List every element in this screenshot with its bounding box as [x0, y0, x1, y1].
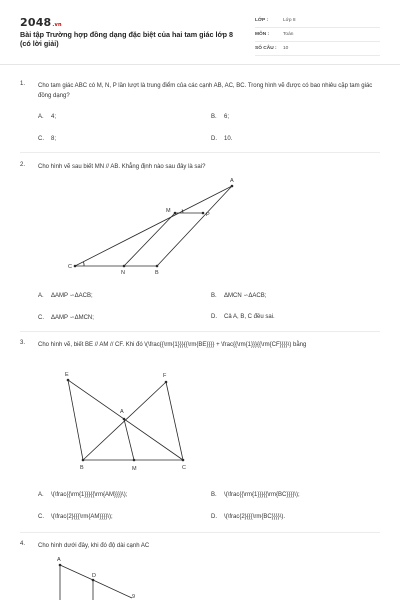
meta-key: MÔN :	[255, 32, 270, 37]
question-text: Cho tam giác ABC có M, N, P lần lượt là trung điểm của các cạnh AB, AC, BC. Trong hình vẽ được có bao nhiêu cặp tam giác đồng dạng?	[38, 83, 373, 99]
option-letter: A.	[38, 492, 44, 498]
option-letter: B.	[211, 492, 217, 498]
option-text: \(\frac{{\rm{1}}}{{\rm{AM}}}}\);	[51, 492, 128, 498]
option-text: \(\frac{2}{{{\rm{BC}}}}\).	[224, 514, 286, 520]
segment-d-right	[93, 580, 132, 598]
segment-ad	[60, 565, 93, 580]
logo-suffix: .vn	[52, 22, 62, 28]
label-c: C	[182, 465, 186, 471]
meta-value: 10	[283, 46, 289, 51]
question-number: 4.	[20, 541, 26, 547]
meta-key: LỚP :	[255, 18, 269, 23]
option-text: Cả A, B, C đều sai.	[224, 314, 275, 320]
question-text: Cho hình vẽ sau biết MN // AB. Khẳng định nào sau đây là sai?	[38, 164, 206, 170]
option-letter: C.	[38, 315, 44, 321]
label-f: F	[163, 373, 167, 379]
label-p: P	[206, 212, 210, 218]
option-text: 8;	[51, 136, 57, 142]
option-letter: D.	[211, 314, 217, 320]
meta-value: Lớp 8	[283, 18, 296, 23]
option-text: ΔAMP ∽ΔMCN;	[51, 315, 94, 321]
label-b: B	[80, 465, 84, 471]
question-number: 2.	[20, 162, 26, 168]
label-m: M	[166, 208, 171, 214]
site-logo[interactable]: 2048.vn	[20, 16, 62, 29]
label-e: E	[65, 372, 69, 378]
label-c: C	[68, 264, 72, 270]
option-text: \(\frac{{\rm{1}}}{{\rm{BC}}}}\);	[224, 492, 300, 498]
question-text: Cho hình vẽ, biết BE // AM // CF. Khi đó \(\frac{{\rm{1}}}{{\rm{BE}}}} + \frac{{\rm{1}}}{{\rm{CF}}}}\) bằng	[38, 342, 307, 348]
question-text: Cho hình dưới đây, khi đó độ dài cạnh AC	[38, 543, 150, 549]
option-text: ΔMCN ∽ΔACB;	[224, 293, 267, 299]
option-letter: A.	[38, 114, 44, 120]
option-text: 10.	[224, 136, 233, 142]
label-a: A	[120, 409, 124, 415]
question-number: 1.	[20, 81, 26, 87]
label-n: N	[121, 270, 125, 276]
label-b: B	[155, 270, 159, 276]
document-title: Bài tập Trường hợp đồng dạng đặc biệt của hai tam giác lớp 8 (có lời giải)	[20, 30, 234, 48]
question-number: 3.	[20, 340, 26, 346]
option-text: 6;	[224, 114, 230, 120]
label-d: D	[92, 573, 96, 579]
label-m: M	[132, 466, 137, 472]
option-letter: C.	[38, 136, 44, 142]
option-letter: D.	[211, 136, 217, 142]
option-letter: A.	[38, 293, 44, 299]
option-letter: D.	[211, 514, 217, 520]
point-d	[92, 579, 95, 582]
option-text: 4;	[51, 114, 57, 120]
option-text: ΔAMP ∽ΔACB;	[51, 293, 93, 299]
option-letter: C.	[38, 514, 44, 520]
option-text: \(\frac{2}{{{\rm{AM}}}}\);	[51, 514, 113, 520]
option-letter: B.	[211, 293, 217, 299]
meta-value: Toán	[283, 32, 294, 37]
label-length: 9	[132, 594, 136, 600]
option-letter: B.	[211, 114, 217, 120]
meta-key: SỐ CÂU :	[255, 46, 277, 51]
label-a: A	[57, 557, 61, 563]
label-a: A	[230, 178, 234, 184]
point-a	[59, 564, 62, 567]
